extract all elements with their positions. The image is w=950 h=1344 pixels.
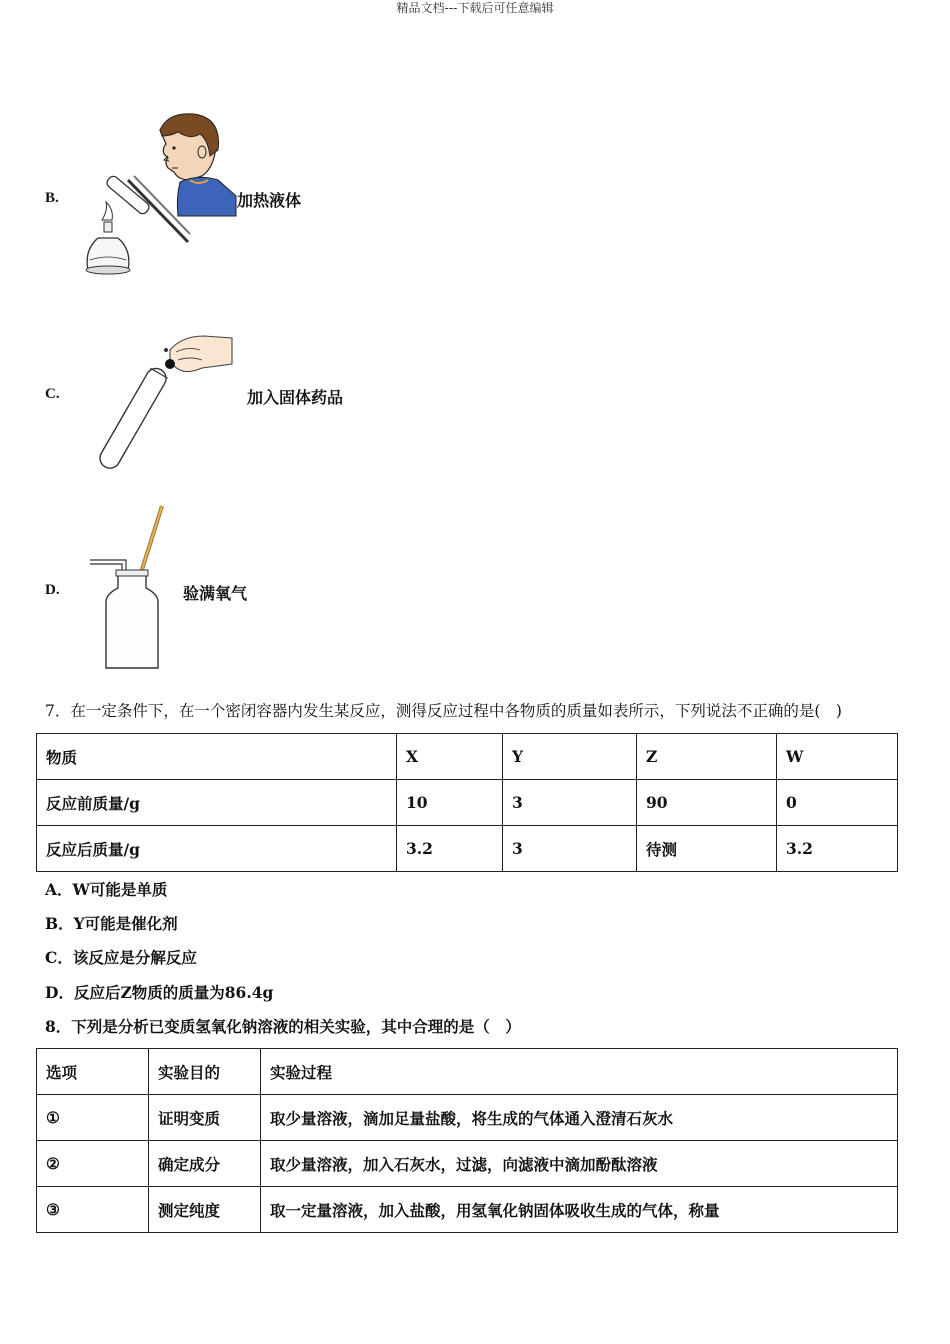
- table-header-cell: Z: [637, 734, 777, 780]
- table-cell: 取少量溶液，滴加足量盐酸，将生成的气体通入澄清石灰水: [261, 1095, 898, 1141]
- table-header-cell: X: [397, 734, 503, 780]
- page-header: 精品文档---下载后可任意编辑: [396, 1, 554, 15]
- question-8-table: [36, 1048, 898, 1233]
- table-header-cell: W: [777, 734, 898, 780]
- table-cell: 证明变质: [149, 1095, 261, 1141]
- question-8-stem: 8．下列是分析已变质氢氧化钠溶液的相关实验，其中合理的是（ ）: [45, 1017, 521, 1036]
- option-d-caption: 验满氧气: [183, 584, 248, 603]
- student-heating-test-tube-illustration: [78, 110, 238, 278]
- table-cell: 0: [777, 780, 898, 826]
- table-cell: 反应后质量/g: [37, 826, 397, 872]
- table-cell: 90: [637, 780, 777, 826]
- table-cell: 测定纯度: [149, 1187, 261, 1233]
- gas-bottle-with-glowing-splint-illustration: [88, 502, 178, 672]
- hand-dropping-solid-into-test-tube-illustration: [92, 330, 237, 475]
- table-cell: 3.2: [777, 826, 898, 872]
- table-cell: 10: [397, 780, 503, 826]
- option-d-letter: D.: [45, 582, 60, 598]
- table-cell: 确定成分: [149, 1141, 261, 1187]
- table-cell: ②: [37, 1141, 149, 1187]
- option-b-caption: 加热液体: [237, 191, 302, 210]
- table-header-cell: 实验目的: [149, 1049, 261, 1095]
- question-7-option-a: A．W可能是单质: [45, 880, 168, 899]
- table-cell: 3: [503, 780, 637, 826]
- table-cell: 待测: [637, 826, 777, 872]
- table-cell: 3: [503, 826, 637, 872]
- table-cell: ①: [37, 1095, 149, 1141]
- question-7-option-c: C．该反应是分解反应: [45, 948, 197, 967]
- table-row: [37, 1187, 898, 1233]
- table-cell: 取少量溶液，加入石灰水，过滤，向滤液中滴加酚酞溶液: [261, 1141, 898, 1187]
- question-7-option-b: B．Y可能是催化剂: [45, 914, 178, 933]
- question-7-stem: 7．在一定条件下，在一个密闭容器内发生某反应，测得反应过程中各物质的质量如表所示，下列说法不正确的是( ): [45, 702, 842, 720]
- option-c-letter: C.: [45, 386, 60, 402]
- table-row: [37, 1141, 898, 1187]
- table-cell: 反应前质量/g: [37, 780, 397, 826]
- table-row: [37, 1095, 898, 1141]
- option-b-letter: B.: [45, 190, 59, 206]
- question-7-option-d: D．反应后Z物质的质量为86.4g: [45, 983, 274, 1002]
- table-row: [37, 826, 898, 872]
- table-cell: ③: [37, 1187, 149, 1233]
- table-header-row: [37, 1049, 898, 1095]
- table-header-cell: 选项: [37, 1049, 149, 1095]
- table-header-row: [37, 734, 898, 780]
- table-row: [37, 780, 898, 826]
- option-c-caption: 加入固体药品: [247, 388, 344, 407]
- table-cell: 取一定量溶液，加入盐酸，用氢氧化钠固体吸收生成的气体，称量: [261, 1187, 898, 1233]
- table-header-cell: Y: [503, 734, 637, 780]
- table-cell: 3.2: [397, 826, 503, 872]
- table-header-cell: 物质: [37, 734, 397, 780]
- question-7-table: [36, 733, 898, 872]
- table-header-cell: 实验过程: [261, 1049, 898, 1095]
